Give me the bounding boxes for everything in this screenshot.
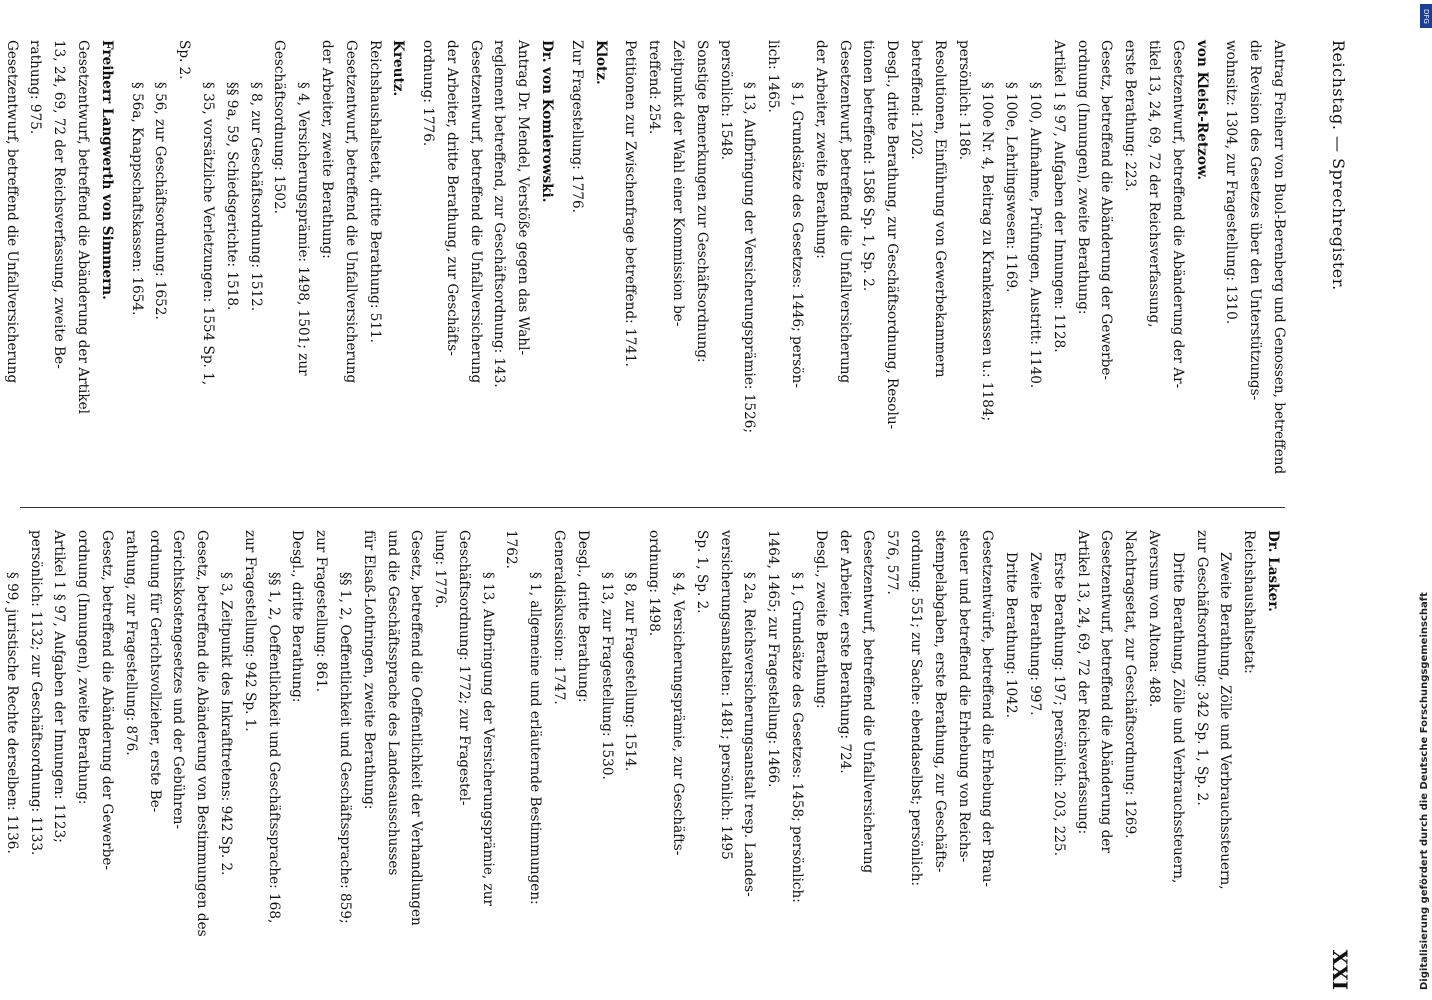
- register-entry-line: Erste Berathung: 197; persönlich: 203, 225.: [1050, 552, 1067, 857]
- register-entry-line: Generaldiskussion: 1747.: [551, 530, 568, 705]
- register-entry-line: versicherungsanstalten: 1481; persönlich: 1495: [717, 530, 734, 860]
- register-entry-line: Zur Fragestellung: 1776.: [568, 40, 585, 214]
- register-entry-line: Desgl., dritte Berathung:: [289, 530, 306, 703]
- page-header-title: Reichstag. — Sprechregister.: [1329, 40, 1348, 291]
- register-entry-line: 13, 24, 69, 72 der Reichsverfassung, zweite Be-: [51, 40, 68, 369]
- register-entry-line: Gesetzentwurf, betreffend die Unfallversicherung: [860, 530, 877, 874]
- register-entry-line: rathung, zur Fragestellung: 876.: [122, 530, 139, 756]
- page-number: XXI: [1328, 949, 1352, 990]
- register-entry-line: § 35, vorsätzliche Verletzungen: 1554 Sp. 1,: [199, 82, 216, 386]
- register-entry-line: betreffend: 1202.: [908, 40, 925, 160]
- column-divider: [20, 507, 1285, 508]
- register-entry-line: Gesetzentwurf, betreffend die Abänderung der Artikel: [74, 40, 91, 415]
- register-entry-line: § 1, allgemeine und erläuternde Bestimmungen:: [527, 572, 544, 905]
- register-entry-line: der Arbeiter, zweite Berathung:: [318, 40, 335, 259]
- register-entry-line: Gesetz, betreffend die Oeffentlichkeit der Verhandlungen: [408, 530, 425, 926]
- register-entry-line: der Arbeiter, dritte Berathung, zur Geschäfts-: [443, 40, 460, 356]
- register-entry-line: Sp. 2.: [176, 40, 193, 80]
- register-entry-line: ordnung: 1498.: [646, 530, 663, 637]
- register-entry-line: stempelabgaben, erste Berathung, zur Geschäfts-: [931, 530, 948, 873]
- register-entry-line: § 1, Grundsätze des Gesetzes: 1446; persön-: [789, 82, 806, 388]
- register-entry-line: Nachtragsetat, zur Geschäftsordnung: 1269.: [1122, 530, 1139, 839]
- register-entry-line: §§ 9a, 59, Schiedsgerichte: 1518.: [223, 82, 240, 311]
- register-entry-line: Geschäftsordnung: 1502.: [271, 40, 288, 214]
- register-entry-line: rathung: 975.: [27, 40, 44, 135]
- register-entry-line: persönlich: 1132; zur Geschäftsordnung: 1133.: [27, 530, 44, 856]
- register-entry-line: Gesetzentwurf, betreffend die Unfallversicherung: [467, 40, 484, 384]
- register-entry-line: § 4, Versicherungsprämie: 1498, 1501; zur: [295, 82, 312, 376]
- register-entry-line: § 100e Nr. 4, Beitrag zu Krankenkassen u.: 1184;: [979, 82, 996, 422]
- register-entry-line: Gesetz, betreffend die Abänderung der Gewerbe-: [98, 530, 115, 870]
- speaker-heading: Kreutz.: [390, 40, 407, 97]
- register-entry-line: Artikel 1 § 97, Aufgaben der Innungen: 1128.: [1050, 40, 1067, 353]
- register-entry-line: zur Geschäftsordnung: 342 Sp. 1, Sp. 2.: [1193, 530, 1210, 806]
- register-entry-line: Antrag Freiherr von Buol-Berenberg und Genossen, betreffend: [1271, 40, 1287, 475]
- register-entry-line: der Arbeiter, zweite Berathung:: [812, 40, 829, 259]
- digitization-note: Digitalisierung gefördert durch die Deutsche Forschungsgemeinschaft: [1419, 592, 1430, 990]
- register-entry-line: ordnung für Gerichtsvollzieher, erste Be-: [146, 530, 163, 813]
- register-entry-line: Zweite Berathung: 997.: [1027, 552, 1044, 716]
- register-entry-line: §§ 1, 2, Oeffentlichkeit und Geschäftssprache: 859;: [336, 572, 353, 924]
- register-entry-line: § 8, zur Geschäftsordnung: 1512.: [247, 82, 264, 312]
- register-entry-line: reglement betreffend, zur Geschäftsordnung: 143.: [491, 40, 508, 388]
- register-entry-line: Reichshaushaltsetat, dritte Berathung: 511.: [366, 40, 383, 343]
- register-entry-line: zur Fragestellung: 861.: [313, 530, 330, 693]
- register-entry-line: ordnung: 1776.: [420, 40, 437, 147]
- register-entry-line: lung: 1776.: [432, 530, 449, 609]
- register-entry-line: lich: 1465.: [765, 40, 782, 113]
- register-entry-line: Desgl., dritte Berathung:: [574, 530, 591, 703]
- register-entry-line: ordnung: 551; zur Sache: ebendaselbst; persönlich:: [908, 530, 925, 887]
- register-entry-line: Zeitpunkt der Wahl einer Kommission be-: [670, 40, 687, 327]
- register-entry-line: § 100e, Lehrlingswesen: 1169.: [1003, 82, 1020, 293]
- register-entry-line: Gesetz, betreffend die Abänderung von Bestimmungen des: [194, 530, 211, 937]
- speaker-heading: von Kleist-Retzow.: [1193, 40, 1210, 181]
- register-entry-line: Gesetzentwurf, betreffend die Unfallversicherung: [836, 40, 853, 384]
- register-entry-line: tikel 13, 24, 69, 72 der Reichsverfassung,: [1146, 40, 1163, 328]
- register-entry-line: § 56a, Knappschaftskassen: 1654.: [128, 82, 145, 316]
- register-entry-line: Zweite Berathung, Zölle und Verbrauchssteuern,: [1217, 552, 1234, 890]
- register-entry-line: Gesetzentwurf, betreffend die Abänderung der: [1098, 530, 1115, 853]
- speaker-heading: Freiherr Langwerth von Simmern.: [98, 40, 115, 300]
- register-entry-line: Reichshaushaltsetat:: [1241, 530, 1258, 674]
- register-entry-line: Sp. 1, Sp. 2.: [693, 530, 710, 614]
- register-entry-line: Gesetzentwurf, betreffend die Unfallversicherung: [342, 40, 359, 384]
- register-entry-line: wohnsitz: 1304, zur Fragestellung: 1310.: [1223, 40, 1240, 325]
- register-entry-line: Resolutionen, Einführung von Gewerbekammern: [931, 40, 948, 378]
- register-entry-line: Dritte Berathung: 1042.: [1003, 552, 1020, 718]
- register-entry-line: 576, 577.: [884, 530, 901, 595]
- register-entry-line: Petitionen zur Zwischenfrage betreffend: 1741.: [622, 40, 639, 367]
- register-entry-line: zur Fragestellung: 942 Sp. 1.: [241, 530, 258, 732]
- register-entry-line: persönlich: 1186.: [955, 40, 972, 161]
- register-entry-line: Geschäftsordnung: 1772; zur Fragestel-: [455, 530, 472, 806]
- register-entry-line: § 8, zur Fragestellung: 1514.: [622, 572, 639, 772]
- register-entry-line: Gesetzentwürfe, betreffend die Erhebung der Brau-: [979, 530, 996, 888]
- register-entry-line: § 13, Aufbringung der Versicherungsprämie, zur: [479, 572, 496, 906]
- digitization-sidebar: [1418, 0, 1432, 1000]
- register-entry-line: § 3, Zeitpunkt des Inkrafttretens: 942 Sp. 2.: [217, 572, 234, 876]
- running-head: [1328, 40, 1352, 990]
- register-entry-line: § 100, Aufnahme, Prüfungen, Austritt: 1140.: [1027, 82, 1044, 389]
- register-entry-line: § 13, Aufbringung der Versicherungsprämie: 1526;: [741, 82, 758, 433]
- register-entry-line: persönlich: 1548.: [717, 40, 734, 161]
- register-entry-line: steuer und betreffend die Erhebung von Reichs-: [955, 530, 972, 863]
- register-entry-line: Artikel 1 § 97, Aufgaben der Innungen: 1123;: [51, 530, 68, 843]
- register-entry-line: Gerichtskostengesetzes und der Gebühren-: [170, 530, 187, 830]
- register-entry-line: Sonstige Bemerkungen zur Geschäftsordnung:: [693, 40, 710, 363]
- register-entry-line: ordnung (Innungen), zweite Berathung:: [75, 530, 92, 805]
- dfg-logo: DFG: [1420, 4, 1432, 28]
- right-column: [3, 530, 1290, 995]
- register-entry-line: 1762.: [503, 530, 520, 569]
- register-entry-line: Dritte Berathung, Zölle und Verbrauchssteuern,: [1169, 552, 1186, 884]
- register-entry-line: § 1, Grundsätze des Gesetzes: 1458; persönlich:: [789, 572, 806, 903]
- register-entry-line: die Revision des Gesetzes über den Unterstützungs-: [1247, 40, 1264, 401]
- left-column: [3, 40, 1290, 505]
- register-entry-line: Desgl., dritte Berathung, zur Geschäftsordnung, Resolu-: [884, 40, 901, 430]
- register-entry-line: für Elsaß-Lothringen, zweite Berathung:: [360, 530, 377, 810]
- register-entry-line: § 2a, Reichsversicherungsanstalt resp. Landes-: [741, 572, 758, 897]
- register-entry-line: § 13, zur Fragestellung: 1530.: [598, 572, 615, 780]
- speaker-heading: Dr. von Komierowski.: [539, 40, 556, 203]
- speaker-heading: Klotz.: [592, 40, 609, 85]
- register-entry-line: Gesetz, betreffend die Abänderung der Gewerbe-: [1098, 40, 1115, 380]
- speaker-heading: Dr. Lasker.: [1265, 530, 1281, 612]
- register-entry-line: erste Berathung: 223.: [1122, 40, 1139, 192]
- register-entry-line: Aversum von Altona: 488.: [1146, 530, 1163, 708]
- register-entry-line: Artikel 13, 24, 69, 72 der Reichsverfassung:: [1074, 530, 1091, 835]
- register-entry-line: Antrag Dr. Mendel, Verstöße gegen das Wahl-: [515, 40, 532, 356]
- register-entry-line: § 56, zur Geschäftsordnung: 1652.: [152, 82, 169, 320]
- register-entry-line: § 4, Versicherungsprämie, zur Geschäfts-: [670, 572, 687, 856]
- register-entry-line: Gesetzentwurf, betreffend die Abänderung der Ar-: [1169, 40, 1186, 389]
- register-entry-line: § 99, juristische Rechte derselben: 1136.: [3, 572, 20, 854]
- register-entry-line: tionen betreffend: 1586 Sp. 1, Sp. 2.: [860, 40, 877, 292]
- register-entry-line: §§ 1, 2, Oeffentlichkeit und Geschäftssprache: 168,: [265, 572, 282, 924]
- register-entry-line: 1464, 1465; zur Fragestellung: 1466.: [765, 530, 782, 788]
- register-entry-line: treffend: 254.: [646, 40, 663, 135]
- register-entry-line: der Arbeiter, erste Berathung: 724.: [836, 530, 853, 774]
- register-entry-line: ordnung (Innungen), zweite Berathung:: [1074, 40, 1091, 315]
- register-entry-line: und die Geschäftssprache des Landesausschusses: [384, 530, 401, 876]
- register-entry-line: Gesetzentwurf, betreffend die Unfallversicherung: [3, 40, 20, 384]
- register-entry-line: Desgl., zweite Berathung:: [812, 530, 829, 709]
